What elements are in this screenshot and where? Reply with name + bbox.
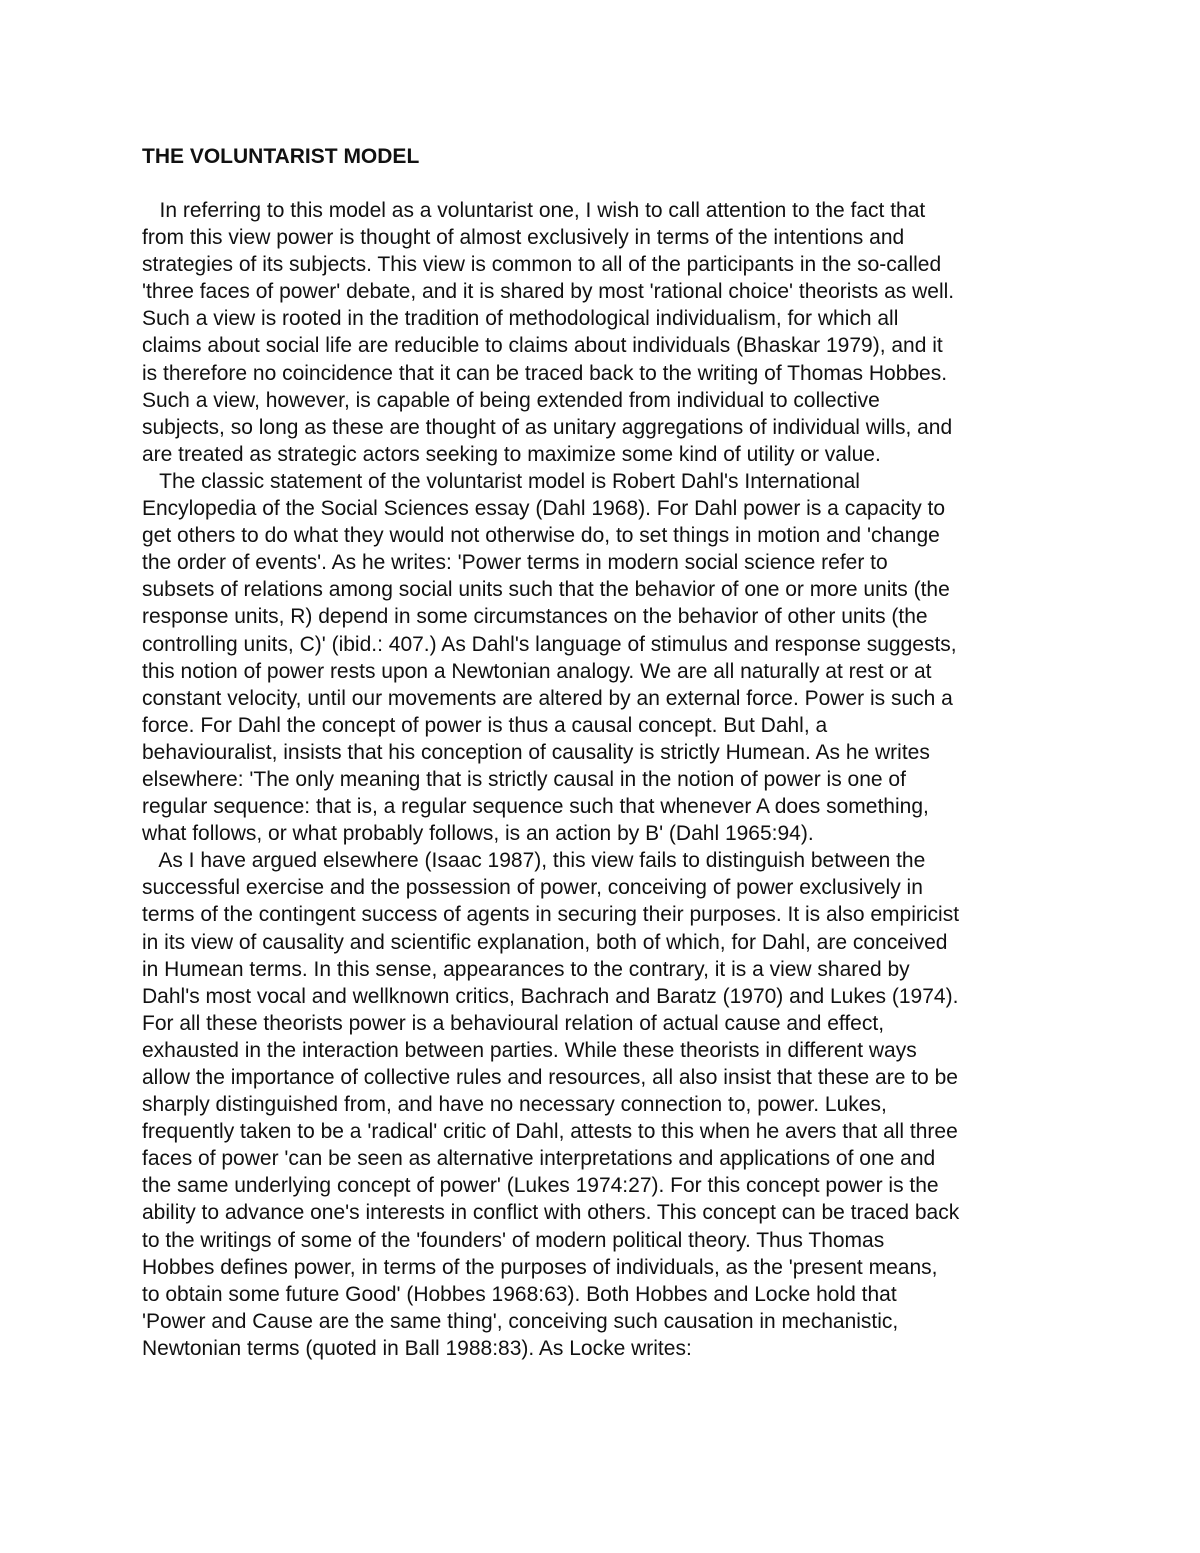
text-line: response units, R) depend in some circumstances on the behavior of other units (the xyxy=(142,605,928,629)
document-body xyxy=(142,143,1072,1362)
text-line: 'Power and Cause are the same thing', conceiving such causation in mechanistic, xyxy=(142,1309,899,1333)
text-line: controlling units, C)' (ibid.: 407.) As Dahl's language of stimulus and response suggests, xyxy=(142,632,957,656)
text-line: this notion of power rests upon a Newtonian analogy. We are all naturally at rest or at xyxy=(142,659,932,683)
text-line: the same underlying concept of power' (Lukes 1974:27). For this concept power is the xyxy=(142,1174,939,1198)
text-line: successful exercise and the possession of power, conceiving of power exclusively in xyxy=(142,876,923,900)
text-line: the order of events'. As he writes: 'Power terms in modern social science refer to xyxy=(142,551,888,575)
text-line: Hobbes defines power, in terms of the purposes of individuals, as the 'present means, xyxy=(142,1255,938,1279)
text-line: in Humean terms. In this sense, appearances to the contrary, it is a view shared by xyxy=(142,957,910,981)
text-line: 'three faces of power' debate, and it is shared by most 'rational choice' theorists as well. xyxy=(142,280,955,304)
text-line: to the writings of some of the 'founders' of modern political theory. Thus Thomas xyxy=(142,1228,885,1252)
text-line: in its view of causality and scientific explanation, both of which, for Dahl, are conceived xyxy=(142,930,948,954)
text-line: regular sequence: that is, a regular sequence such that whenever A does something, xyxy=(142,795,929,819)
text-line: Such a view, however, is capable of being extended from individual to collective xyxy=(142,388,880,412)
text-line: constant velocity, until our movements are altered by an external force. Power is such a xyxy=(142,686,953,710)
text-line: elsewhere: 'The only meaning that is strictly causal in the notion of power is one of xyxy=(142,767,906,791)
body-text xyxy=(142,197,1072,1362)
text-line: As I have argued elsewhere (Isaac 1987), this view fails to distinguish between the xyxy=(142,849,926,873)
text-line: to obtain some future Good' (Hobbes 1968:63). Both Hobbes and Locke hold that xyxy=(142,1282,897,1306)
text-line: sharply distinguished from, and have no necessary connection to, power. Lukes, xyxy=(142,1093,887,1117)
text-line: subsets of relations among social units such that the behavior of one or more units (the xyxy=(142,578,950,602)
text-line: subjects, so long as these are thought of as unitary aggregations of individual wills, and xyxy=(142,415,953,439)
text-line: Dahl's most vocal and wellknown critics, Bachrach and Baratz (1970) and Lukes (1974). xyxy=(142,984,959,1008)
text-line: from this view power is thought of almost exclusively in terms of the intentions and xyxy=(142,226,905,250)
text-line: exhausted in the interaction between parties. While these theorists in different ways xyxy=(142,1038,917,1062)
text-line: Newtonian terms (quoted in Ball 1988:83). As Locke writes: xyxy=(142,1336,692,1360)
text-line: behaviouralist, insists that his conception of causality is strictly Humean. As he writes xyxy=(142,740,930,764)
section-heading: THE VOLUNTARIST MODEL xyxy=(142,145,420,168)
text-line: force. For Dahl the concept of power is thus a causal concept. But Dahl, a xyxy=(142,713,828,737)
text-line: Such a view is rooted in the tradition of methodological individualism, for which all xyxy=(142,307,899,331)
text-line: The classic statement of the voluntarist model is Robert Dahl's International xyxy=(142,469,860,493)
text-line: ability to advance one's interests in conflict with others. This concept can be traced back xyxy=(142,1201,960,1225)
text-line: allow the importance of collective rules and resources, all also insist that these are to be xyxy=(142,1066,958,1089)
text-line: frequently taken to be a 'radical' critic of Dahl, attests to this when he avers that all three xyxy=(142,1120,958,1144)
text-line: For all these theorists power is a behavioural relation of actual cause and effect, xyxy=(142,1011,885,1035)
text-line: terms of the contingent success of agents in securing their purposes. It is also empiricist xyxy=(142,903,960,927)
text-line: claims about social life are reducible to claims about individuals (Bhaskar 1979), and it xyxy=(142,334,943,358)
text-line: is therefore no coincidence that it can be traced back to the writing of Thomas Hobbes. xyxy=(142,361,948,385)
text-line: faces of power 'can be seen as alternative interpretations and applications of one and xyxy=(142,1147,936,1171)
text-line: what follows, or what probably follows, is an action by B' (Dahl 1965:94). xyxy=(142,822,814,846)
text-line: In referring to this model as a voluntarist one, I wish to call attention to the fact that xyxy=(142,199,926,222)
text-line: strategies of its subjects. This view is common to all of the participants in the so-called xyxy=(142,253,942,277)
text-line: get others to do what they would not otherwise do, to set things in motion and 'change xyxy=(142,524,940,548)
text-line: are treated as strategic actors seeking to maximize some kind of utility or value. xyxy=(142,442,881,466)
text-line: Encylopedia of the Social Sciences essay (Dahl 1968). For Dahl power is a capacity to xyxy=(142,497,946,521)
